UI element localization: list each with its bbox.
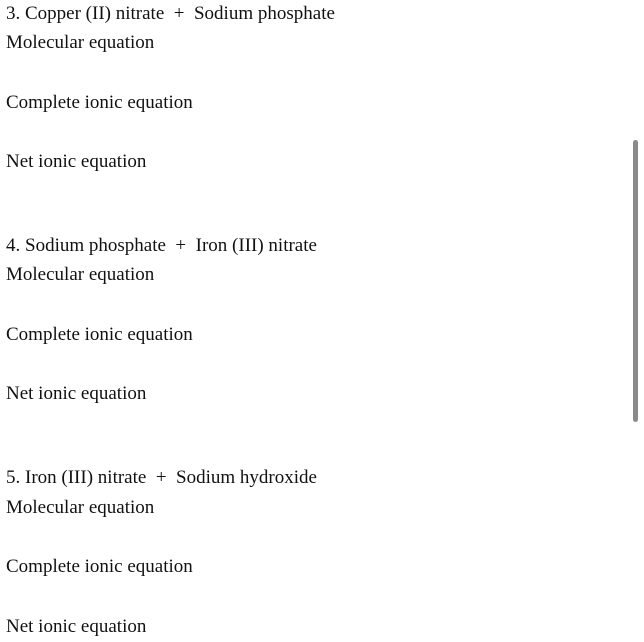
problem-3-molecular-label: Molecular equation <box>6 32 155 53</box>
problem-5-title: 5. Iron (III) nitrate + Sodium hydroxide <box>6 467 317 488</box>
problem-4-net-label: Net ionic equation <box>6 383 147 404</box>
problem-3-net-label: Net ionic equation <box>6 151 147 172</box>
problem-4-molecular-label: Molecular equation <box>6 264 155 285</box>
vertical-scrollbar[interactable] <box>633 140 638 422</box>
problem-5-molecular-label: Molecular equation <box>6 497 155 518</box>
problem-5-complete-label: Complete ionic equation <box>6 556 193 577</box>
problem-3-complete-label: Complete ionic equation <box>6 92 193 113</box>
problem-5-net-label: Net ionic equation <box>6 616 147 637</box>
problem-4-title: 4. Sodium phosphate + Iron (III) nitrate <box>6 235 317 256</box>
problem-3-title: 3. Copper (II) nitrate + Sodium phosphate <box>6 3 335 24</box>
problem-4-complete-label: Complete ionic equation <box>6 324 193 345</box>
